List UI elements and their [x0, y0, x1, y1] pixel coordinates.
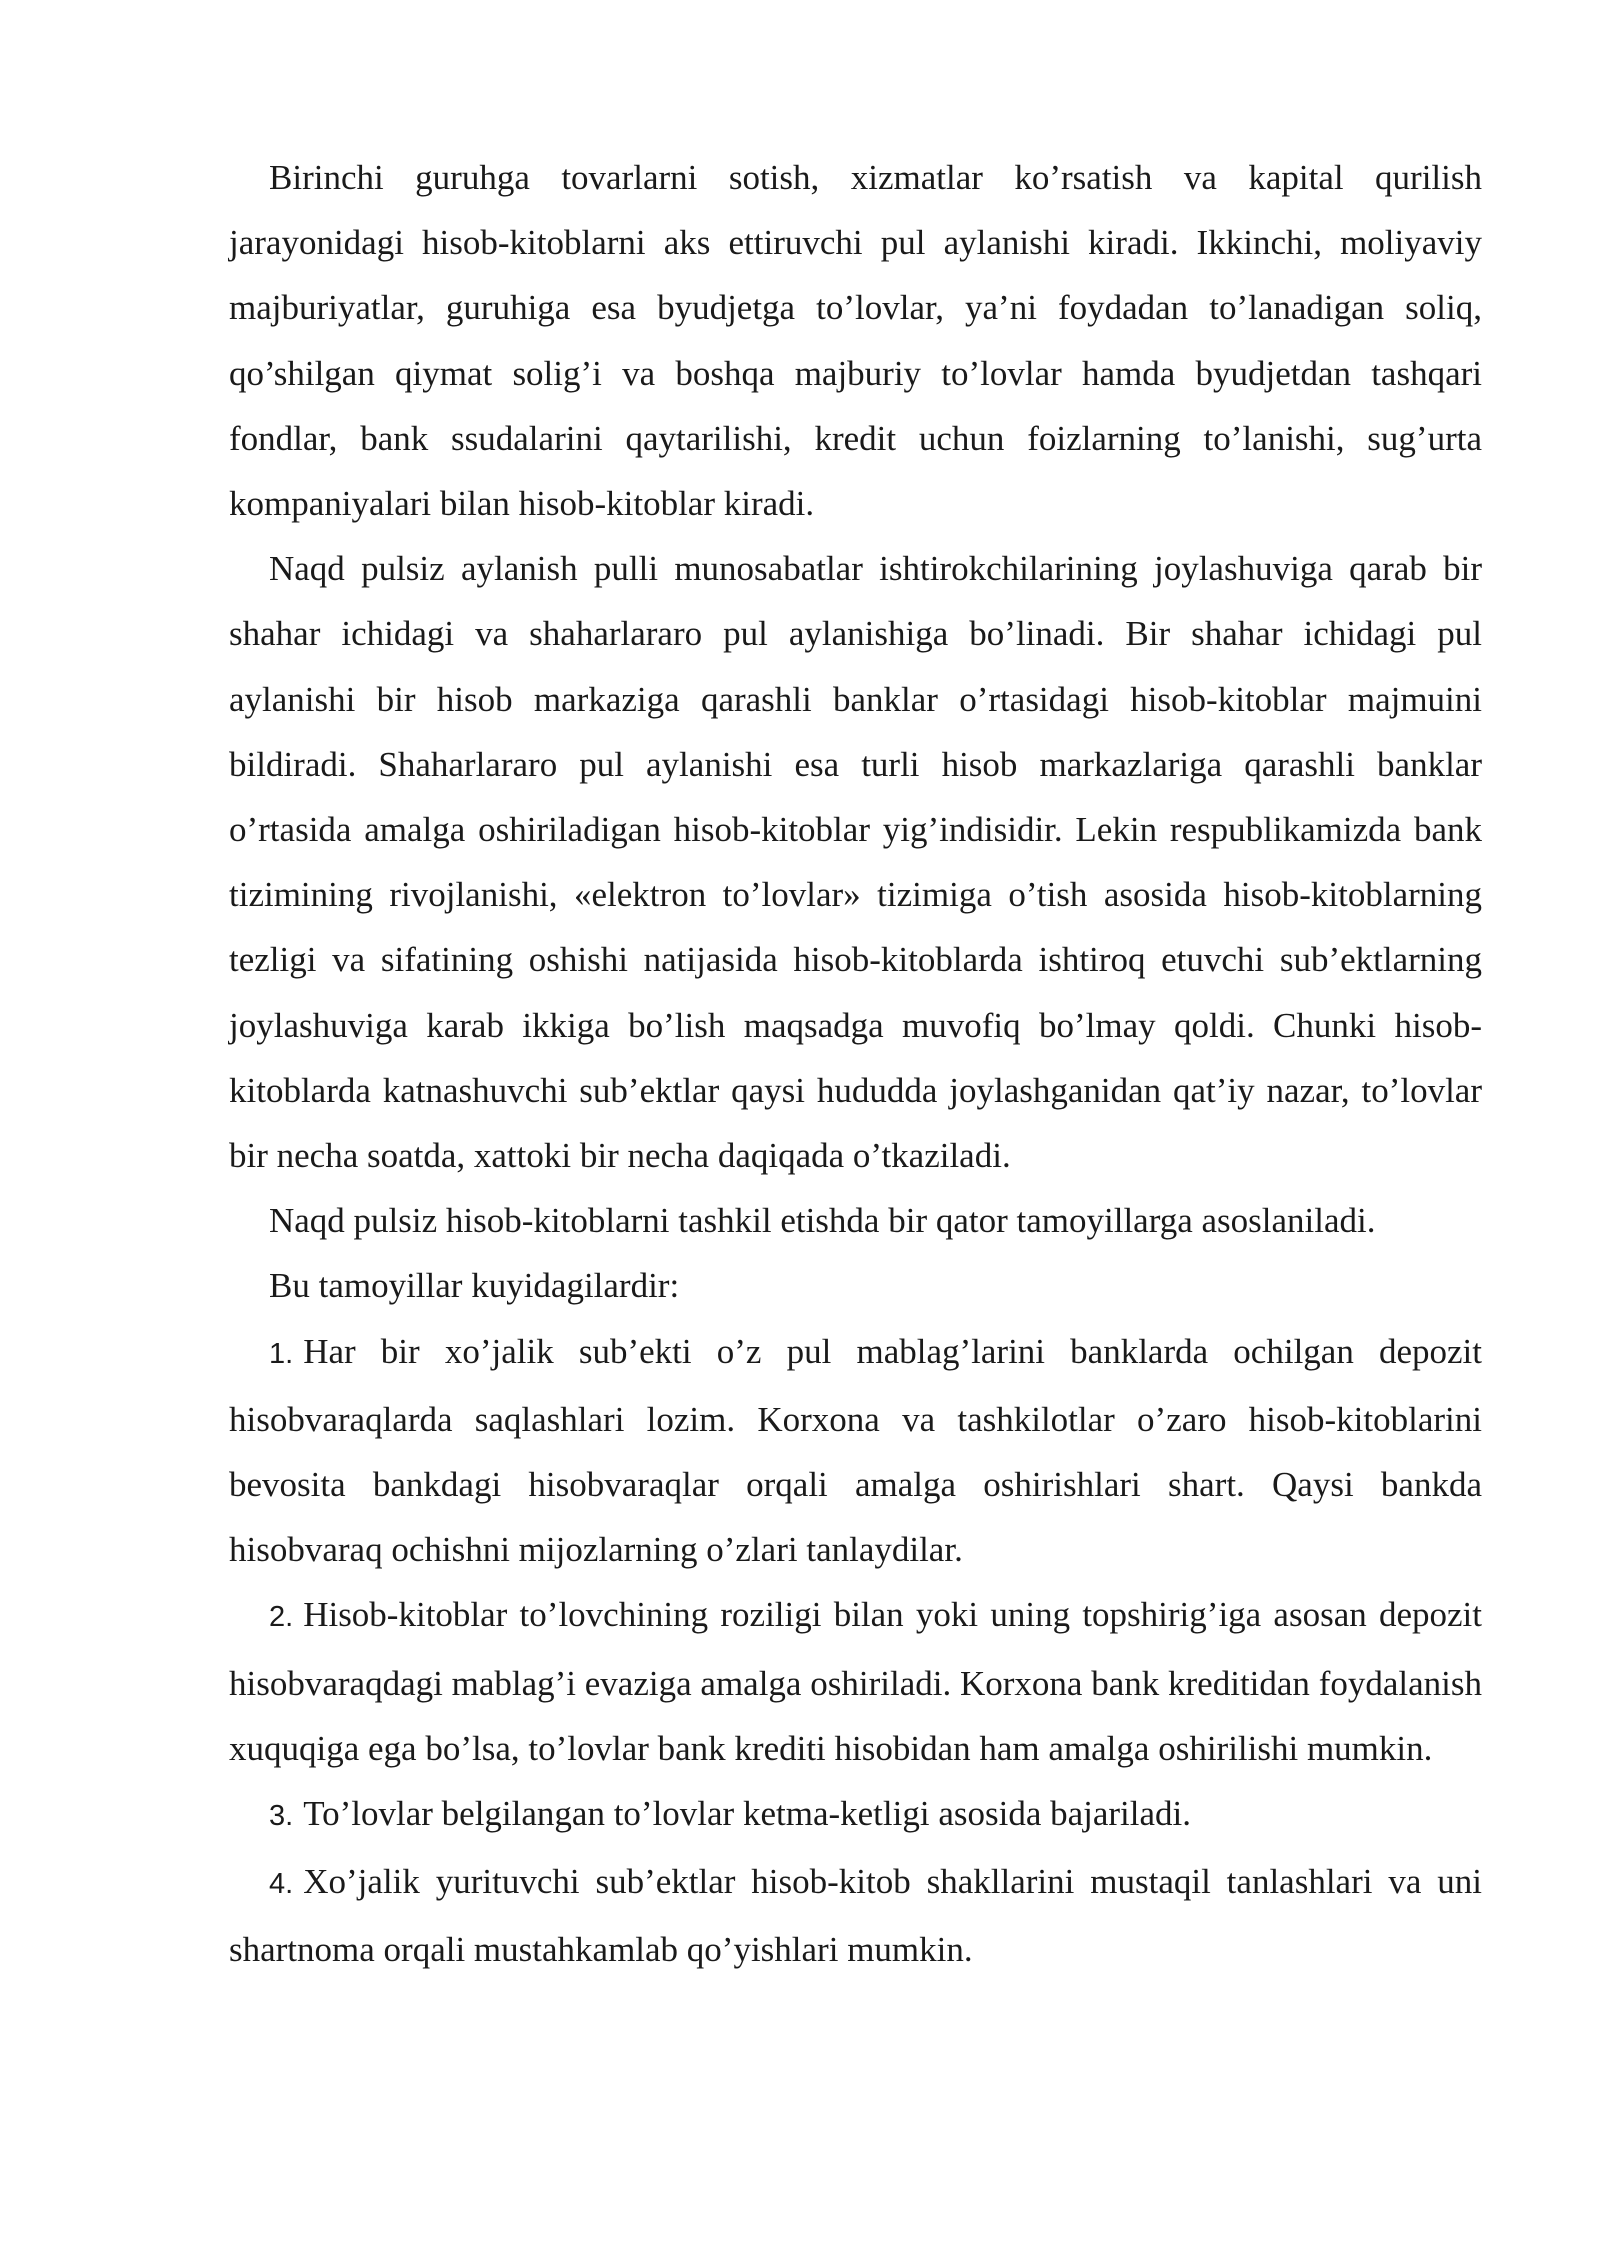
list-item-number: 3. [269, 1800, 294, 1833]
list-item-text: To’lovlar belgilangan to’lovlar ketma-ketligi asosida bajariladi. [303, 1794, 1192, 1834]
list-item [229, 1781, 1482, 1849]
paragraph-3: Naqd pulsiz hisob-kitoblarni tashkil etishda bir qator tamoyillarga asoslaniladi. [269, 1201, 1376, 1241]
list-item-number: 1. [269, 1337, 294, 1370]
principles-list [229, 1319, 1482, 1983]
list-item [229, 1319, 1482, 1583]
list-item [229, 1849, 1482, 1982]
list-item [229, 1582, 1482, 1781]
list-item-number: 4. [269, 1868, 294, 1901]
paragraph-2: Naqd pulsiz aylanish pulli munosabatlar ishtirokchilarining joylashuviga qarab bir shahar ichidagi va shaharlararo pul aylanishiga bo’linadi. Bir shahar ichidagi pul aylanishi bir hisob markaziga qarashli banklar o’rtasidagi hisob-kitoblar majmuini bildiradi. Shaharlararo pul aylanishi esa turli hisob markazlariga qarashli banklar o’rtasida amalga oshiriladigan hisob-kitoblar yig’indisidir. Lekin respublikamizda bank tizimining rivojlanishi, «elektron to’lovlar» tizimiga o’tish asosida hisob-kitoblarning tezligi va sifatining oshishi natijasida hisob-kitoblarda ishtiroq etuvchi sub’ektlarning joylashuviga karab ikkiga bo’lish maqsadga muvofiq bo’lmay qoldi. Chunki hisob-kitoblarda katnashuvchi sub’ektlar qaysi hududda joylashganidan qat’iy nazar, to’lovlar bir necha soatda, xattoki bir necha daqiqada o’tkaziladi. [229, 549, 1482, 1176]
list-item-text: Hisob-kitoblar to’lovchining roziligi bilan yoki uning topshirig’iga asosan depozit hisobvaraqdagi mablag’i evaziga amalga oshiriladi. Korxona bank kreditidan foydalanish xuquqiga ega bo’lsa, to’lovlar bank krediti hisobidan ham amalga oshirilishi mumkin. [229, 1595, 1482, 1768]
list-item-text: Har bir xo’jalik sub’ekti o’z pul mablag’larini banklarda ochilgan depozit hisobvaraqlarda saqlashlari lozim. Korxona va tashkilotlar o’zaro hisob-kitoblarini bevosita bankdagi hisobvaraqlar orqali amalga oshirishlari shart. Qaysi bankda hisobvaraq ochishni mijozlarning o’zlari tanlaydilar. [229, 1331, 1482, 1570]
list-item-text: Xo’jalik yurituvchi sub’ektlar hisob-kitob shakllarini mustaqil tanlashlari va uni shartnoma orqali mustahkamlab qo’yishlari mumkin. [229, 1862, 1482, 1970]
paragraph-4: Bu tamoyillar kuyidagilardir: [269, 1266, 680, 1306]
list-item-number: 2. [269, 1601, 294, 1634]
paragraph-1: Birinchi guruhga tovarlarni sotish, xizmatlar ko’rsatish va kapital qurilish jarayonidagi hisob-kitoblarni aks ettiruvchi pul aylanishi kiradi. Ikkinchi, moliyaviy majburiyatlar, guruhiga esa byudjetga to’lovlar, ya’ni foydadan to’lanadigan soliq, qo’shilgan qiymat solig’i va boshqa majburiy to’lovlar hamda byudjetdan tashqari fondlar, bank ssudalarini qaytarilishi, kredit uchun foizlarning to’lanishi, sug’urta kompaniyalari bilan hisob-kitoblar kiradi. [229, 158, 1482, 524]
document-page [229, 145, 1482, 1983]
